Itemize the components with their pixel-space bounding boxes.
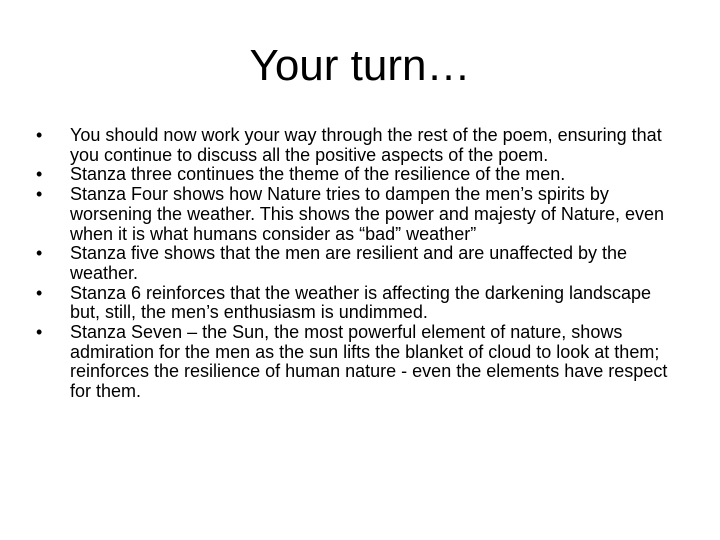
slide-title: Your turn… (249, 41, 471, 90)
bullet-marker-icon: • (36, 282, 43, 303)
bullet-text: Stanza three continues the theme of the resilience of the men. (70, 164, 566, 185)
bullet-marker-icon: • (36, 243, 43, 264)
bullet-marker-icon: • (36, 164, 43, 185)
bullet-marker-icon: • (36, 125, 43, 145)
bullet-list (36, 126, 684, 402)
bullet-item-6 (36, 323, 684, 402)
bullet-item-5 (36, 284, 684, 323)
bullet-text: Stanza Seven – the Sun, the most powerful element of nature, shows admiration for the men as the sun lifts the blanket of cloud to look at them; reinforces the resilience of human nature - even the elements have respect for them. (70, 322, 668, 402)
bullet-marker-icon: • (36, 322, 43, 343)
bullet-text: Stanza five shows that the men are resilient and are unaffected by the weather. (70, 243, 628, 283)
bullet-text: Stanza 6 reinforces that the weather is affecting the darkening landscape but, still, the men’s enthusiasm is undimmed. (70, 282, 652, 323)
bullet-item-3 (36, 185, 684, 244)
bullet-marker-icon: • (36, 184, 43, 205)
bullet-item-2 (36, 165, 684, 185)
bullet-item-4 (36, 244, 684, 283)
bullet-item-1 (36, 126, 684, 165)
bullet-text: You should now work your way through the rest of the poem, ensuring that you continue to discuss all the positive aspects of the poem. (70, 125, 662, 165)
bullet-text: Stanza Four shows how Nature tries to dampen the men’s spirits by worsening the weather. This shows the power and majesty of Nature, even when it is what humans consider as “bad” weather” (70, 184, 664, 244)
